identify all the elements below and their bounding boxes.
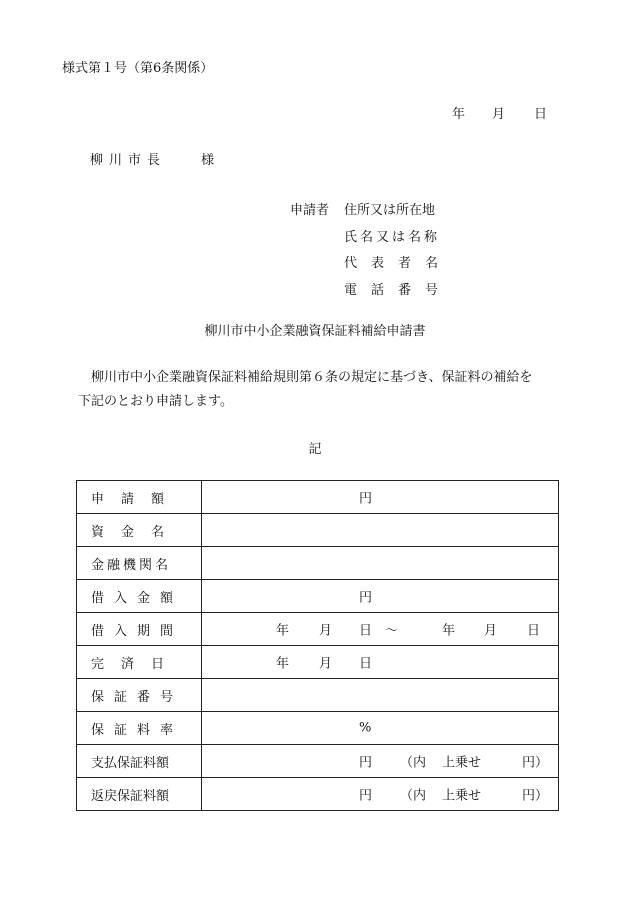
table-row xyxy=(77,481,559,514)
row-label: 保証番号 xyxy=(77,679,202,712)
applicant-phone-label: 電話番号 xyxy=(344,283,453,298)
to-month-unit: 月 xyxy=(484,623,498,639)
table-row xyxy=(77,745,559,778)
table-row xyxy=(77,547,559,580)
note-close: 円） xyxy=(522,788,549,804)
note-close: 円） xyxy=(522,755,549,771)
application-table xyxy=(76,480,559,811)
fund-name-field[interactable] xyxy=(202,514,559,547)
yen-unit: 円 xyxy=(359,788,373,804)
addressee-honorific: 様 xyxy=(201,153,215,168)
table-row xyxy=(77,613,559,646)
table-row xyxy=(77,580,559,613)
date-year: 年 xyxy=(452,107,466,122)
row-label: 完 済 日 xyxy=(77,646,202,679)
row-label: 金融機関名 xyxy=(77,547,202,580)
amount-requested-field[interactable] xyxy=(202,481,559,514)
financial-institution-field[interactable] xyxy=(202,547,559,580)
applicant-address-label: 住所又は所在地 xyxy=(344,203,436,218)
year-unit: 年 xyxy=(276,656,290,672)
table-row xyxy=(77,514,559,547)
loan-period-field[interactable] xyxy=(202,613,559,646)
row-label: 返戻保証料額 xyxy=(77,778,202,811)
period-tilde: ～ xyxy=(385,623,399,639)
ki-label: 記 xyxy=(308,442,322,457)
body-line-2: 下記のとおり申請します。 xyxy=(78,394,233,409)
table-row xyxy=(77,646,559,679)
row-label: 資 金 名 xyxy=(77,514,202,547)
yen-unit: 円 xyxy=(359,755,373,771)
guarantee-rate-field[interactable] xyxy=(202,712,559,745)
yen-unit: 円 xyxy=(359,491,373,507)
row-label: 借入金額 xyxy=(77,580,202,613)
to-day-unit: 日 xyxy=(527,623,541,639)
body-text xyxy=(78,366,568,414)
repayment-date-field[interactable] xyxy=(202,646,559,679)
row-label: 借入期間 xyxy=(77,613,202,646)
guarantee-number-field[interactable] xyxy=(202,679,559,712)
note-surcharge: 上乗せ xyxy=(442,755,482,771)
applicant-label: 申請者 xyxy=(290,203,330,218)
applicant-representative-label: 代表者名 xyxy=(344,256,453,271)
day-unit: 日 xyxy=(359,656,373,672)
row-label: 申 請 額 xyxy=(77,481,202,514)
from-day-unit: 日 xyxy=(359,623,373,639)
table-row xyxy=(77,778,559,811)
form-number: 様式第１号（第6条関係） xyxy=(62,61,214,76)
addressee-name: 柳川市長 xyxy=(90,153,167,168)
note-surcharge: 上乗せ xyxy=(442,788,482,804)
row-label: 保証料率 xyxy=(77,712,202,745)
applicant-name-label: 氏名又は名称 xyxy=(344,230,441,245)
row-label: 支払保証料額 xyxy=(77,745,202,778)
from-year-unit: 年 xyxy=(276,623,290,639)
body-line-1: 柳川市中小企業融資保証料補給規則第６条の規定に基づき、保証料の補給を xyxy=(91,370,533,385)
table-row xyxy=(77,712,559,745)
from-month-unit: 月 xyxy=(319,623,333,639)
table-row xyxy=(77,679,559,712)
note-open: （内 xyxy=(400,788,427,804)
note-open: （内 xyxy=(400,755,427,771)
document-title: 柳川市中小企業融資保証料補給申請書 xyxy=(204,324,426,339)
paid-guarantee-fee-field[interactable] xyxy=(202,745,559,778)
percent-unit: % xyxy=(359,720,372,736)
yen-unit: 円 xyxy=(359,590,373,606)
refund-guarantee-fee-field[interactable] xyxy=(202,778,559,811)
loan-amount-field[interactable] xyxy=(202,580,559,613)
month-unit: 月 xyxy=(319,656,333,672)
date-day: 日 xyxy=(534,107,548,122)
date-month: 月 xyxy=(492,107,506,122)
to-year-unit: 年 xyxy=(442,623,456,639)
